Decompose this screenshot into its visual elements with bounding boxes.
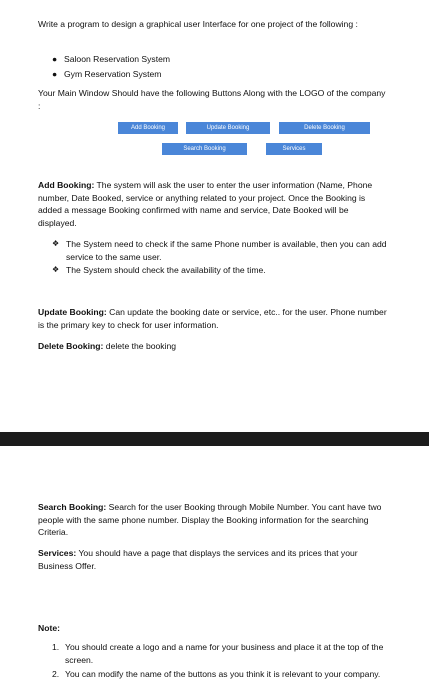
services-section [38,547,388,572]
bullet-icon: ● [52,54,58,64]
delete-booking-button[interactable]: Delete Booking [279,122,370,134]
services-label: Services: [38,548,77,558]
system-list [52,52,170,82]
search-booking-text: Search for the user Booking through Mobile Number. You cant have two people with the same phone number. Display the Booking information for the searching Criteria. [38,502,382,537]
add-booking-label: Add Booking: [38,180,95,190]
note-heading [38,622,388,635]
search-booking-label: Search Booking: [38,502,107,512]
add-booking-section [38,179,388,229]
update-booking-button[interactable]: Update Booking [186,122,270,134]
delete-booking-section [38,340,388,353]
page-divider [0,432,429,446]
list-item: ● Gym Reservation System [52,67,170,82]
services-button[interactable]: Services [266,143,322,155]
add-booking-button[interactable]: Add Booking [118,122,178,134]
update-booking-section [38,306,388,331]
main-window-text: Your Main Window Should have the following Buttons Along with the LOGO of the company : [38,88,386,111]
diamond-bullet-icon: ❖ [52,265,60,274]
note-list [52,641,392,683]
list-item: 2. You can modify the name of the buttons as you think it is relevant to your company. [52,669,381,679]
search-booking-button[interactable]: Search Booking [162,143,247,155]
update-booking-text: Can update the booking date or service, etc.. for the user. Phone number is the primary key to check for user information. [38,307,387,330]
intro-text: Write a program to design a graphical user Interface for one project of the following : [38,19,358,29]
list-item: 1. You should create a logo and a name for your business and place it at the top of the screen. [52,642,384,665]
list-item: ❖ The System should check the availability of the time. [52,265,266,275]
search-booking-section [38,501,388,539]
add-booking-text: The system will ask the user to enter the user information (Name, Phone number, Date Booked, service or anything related to your project. Once the Booking is added a message Booking confirmed with name and service, Date Booked will be displayed. [38,180,373,228]
document-page-2 [0,446,429,700]
main-window-paragraph [38,87,388,112]
check-list [52,238,387,278]
services-text: You should have a page that displays the services and its prices that your Business Offer. [38,548,358,571]
diamond-bullet-icon: ❖ [52,239,60,248]
intro-paragraph [38,18,388,31]
list-item: ● Saloon Reservation System [52,52,170,67]
bullet-icon: ● [52,69,58,79]
delete-booking-text: delete the booking [103,341,177,351]
update-booking-label: Update Booking: [38,307,107,317]
note-label: Note: [38,623,60,633]
list-item: ❖ The System need to check if the same Phone number is available, then you can add service to the same user. [52,239,387,262]
delete-booking-label: Delete Booking: [38,341,104,351]
